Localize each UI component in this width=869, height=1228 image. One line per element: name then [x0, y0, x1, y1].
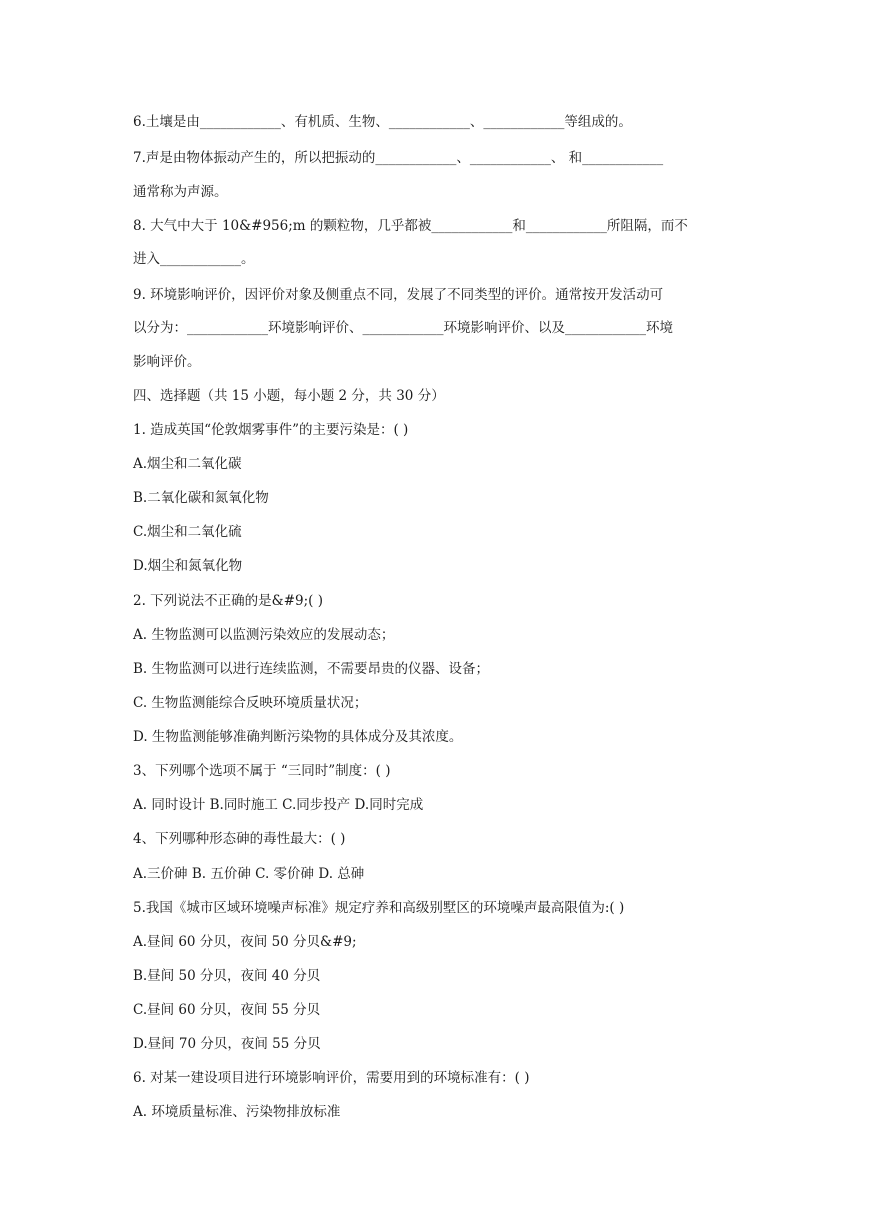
choice-question-3: 3、下列哪个选项不属于 “三同时”制度：( ) — [133, 763, 391, 779]
fill-in-question-7-cont: 通常称为声源。 — [133, 184, 228, 200]
choice-question-2: 2. 下列说法不正确的是&#9;( ) — [133, 593, 323, 609]
fill-in-question-9: 9. 环境影响评价，因评价对象及侧重点不同，发展了不同类型的评价。通常按开发活动可 — [133, 287, 664, 303]
fill-in-question-9-cont2: 影响评价。 — [133, 354, 201, 370]
choice-5-option-d: D.昼间 70 分贝，夜间 55 分贝 — [133, 1036, 321, 1052]
fill-in-question-8: 8. 大气中大于 10&#956;m 的颗粒物，几乎都被____________和____________所阻隔，而不 — [133, 218, 688, 234]
fill-in-question-6: 6.土壤是由____________、有机质、生物、____________、____________等组成的。 — [133, 114, 632, 130]
section-heading: 四、选择题（共 15 小题，每小题 2 分，共 30 分） — [133, 388, 445, 404]
choice-2-option-b: B. 生物监测可以进行连续监测，不需要昂贵的仪器、设备； — [133, 661, 490, 677]
choice-2-option-c: C. 生物监测能综合反映环境质量状况； — [133, 695, 368, 711]
fill-in-question-7: 7.声是由物体振动产生的，所以把振动的____________、____________、 和____________ — [133, 150, 664, 166]
fill-in-question-9-cont: 以分为：____________环境影响评价、____________环境影响评价、以及____________环境 — [133, 320, 673, 336]
choice-2-option-a: A. 生物监测可以监测污染效应的发展动态； — [133, 627, 395, 643]
choice-question-4: 4、下列哪种形态砷的毒性最大：( ) — [133, 831, 346, 847]
choice-4-options: A.三价砷 B. 五价砷 C. 零价砷 D. 总砷 — [133, 866, 365, 882]
choice-1-option-c: C.烟尘和二氧化硫 — [133, 524, 242, 540]
choice-1-option-b: B.二氧化碳和氮氧化物 — [133, 490, 269, 506]
choice-question-5: 5.我国《城市区域环境噪声标准》规定疗养和高级别墅区的环境噪声最高限值为:( ) — [133, 900, 625, 916]
choice-1-option-a: A.烟尘和二氧化碳 — [133, 456, 242, 472]
choice-5-option-b: B.昼间 50 分贝，夜间 40 分贝 — [133, 968, 321, 984]
choice-2-option-d: D. 生物监测能够准确判断污染物的具体成分及其浓度。 — [133, 729, 463, 745]
fill-in-question-8-cont: 进入____________。 — [133, 251, 255, 267]
choice-question-1: 1. 造成英国“伦敦烟雾事件”的主要污染是：( ) — [133, 422, 409, 438]
choice-5-option-c: C.昼间 60 分贝，夜间 55 分贝 — [133, 1002, 321, 1018]
choice-6-option-a: A. 环境质量标准、污染物排放标准 — [133, 1104, 341, 1120]
choice-3-options: A. 同时设计 B.同时施工 C.同步投产 D.同时完成 — [133, 797, 424, 813]
choice-5-option-a: A.昼间 60 分贝，夜间 50 分贝&#9; — [133, 934, 357, 950]
choice-question-6: 6. 对某一建设项目进行环境影响评价，需要用到的环境标准有：( ) — [133, 1070, 530, 1086]
choice-1-option-d: D.烟尘和氮氧化物 — [133, 558, 243, 574]
